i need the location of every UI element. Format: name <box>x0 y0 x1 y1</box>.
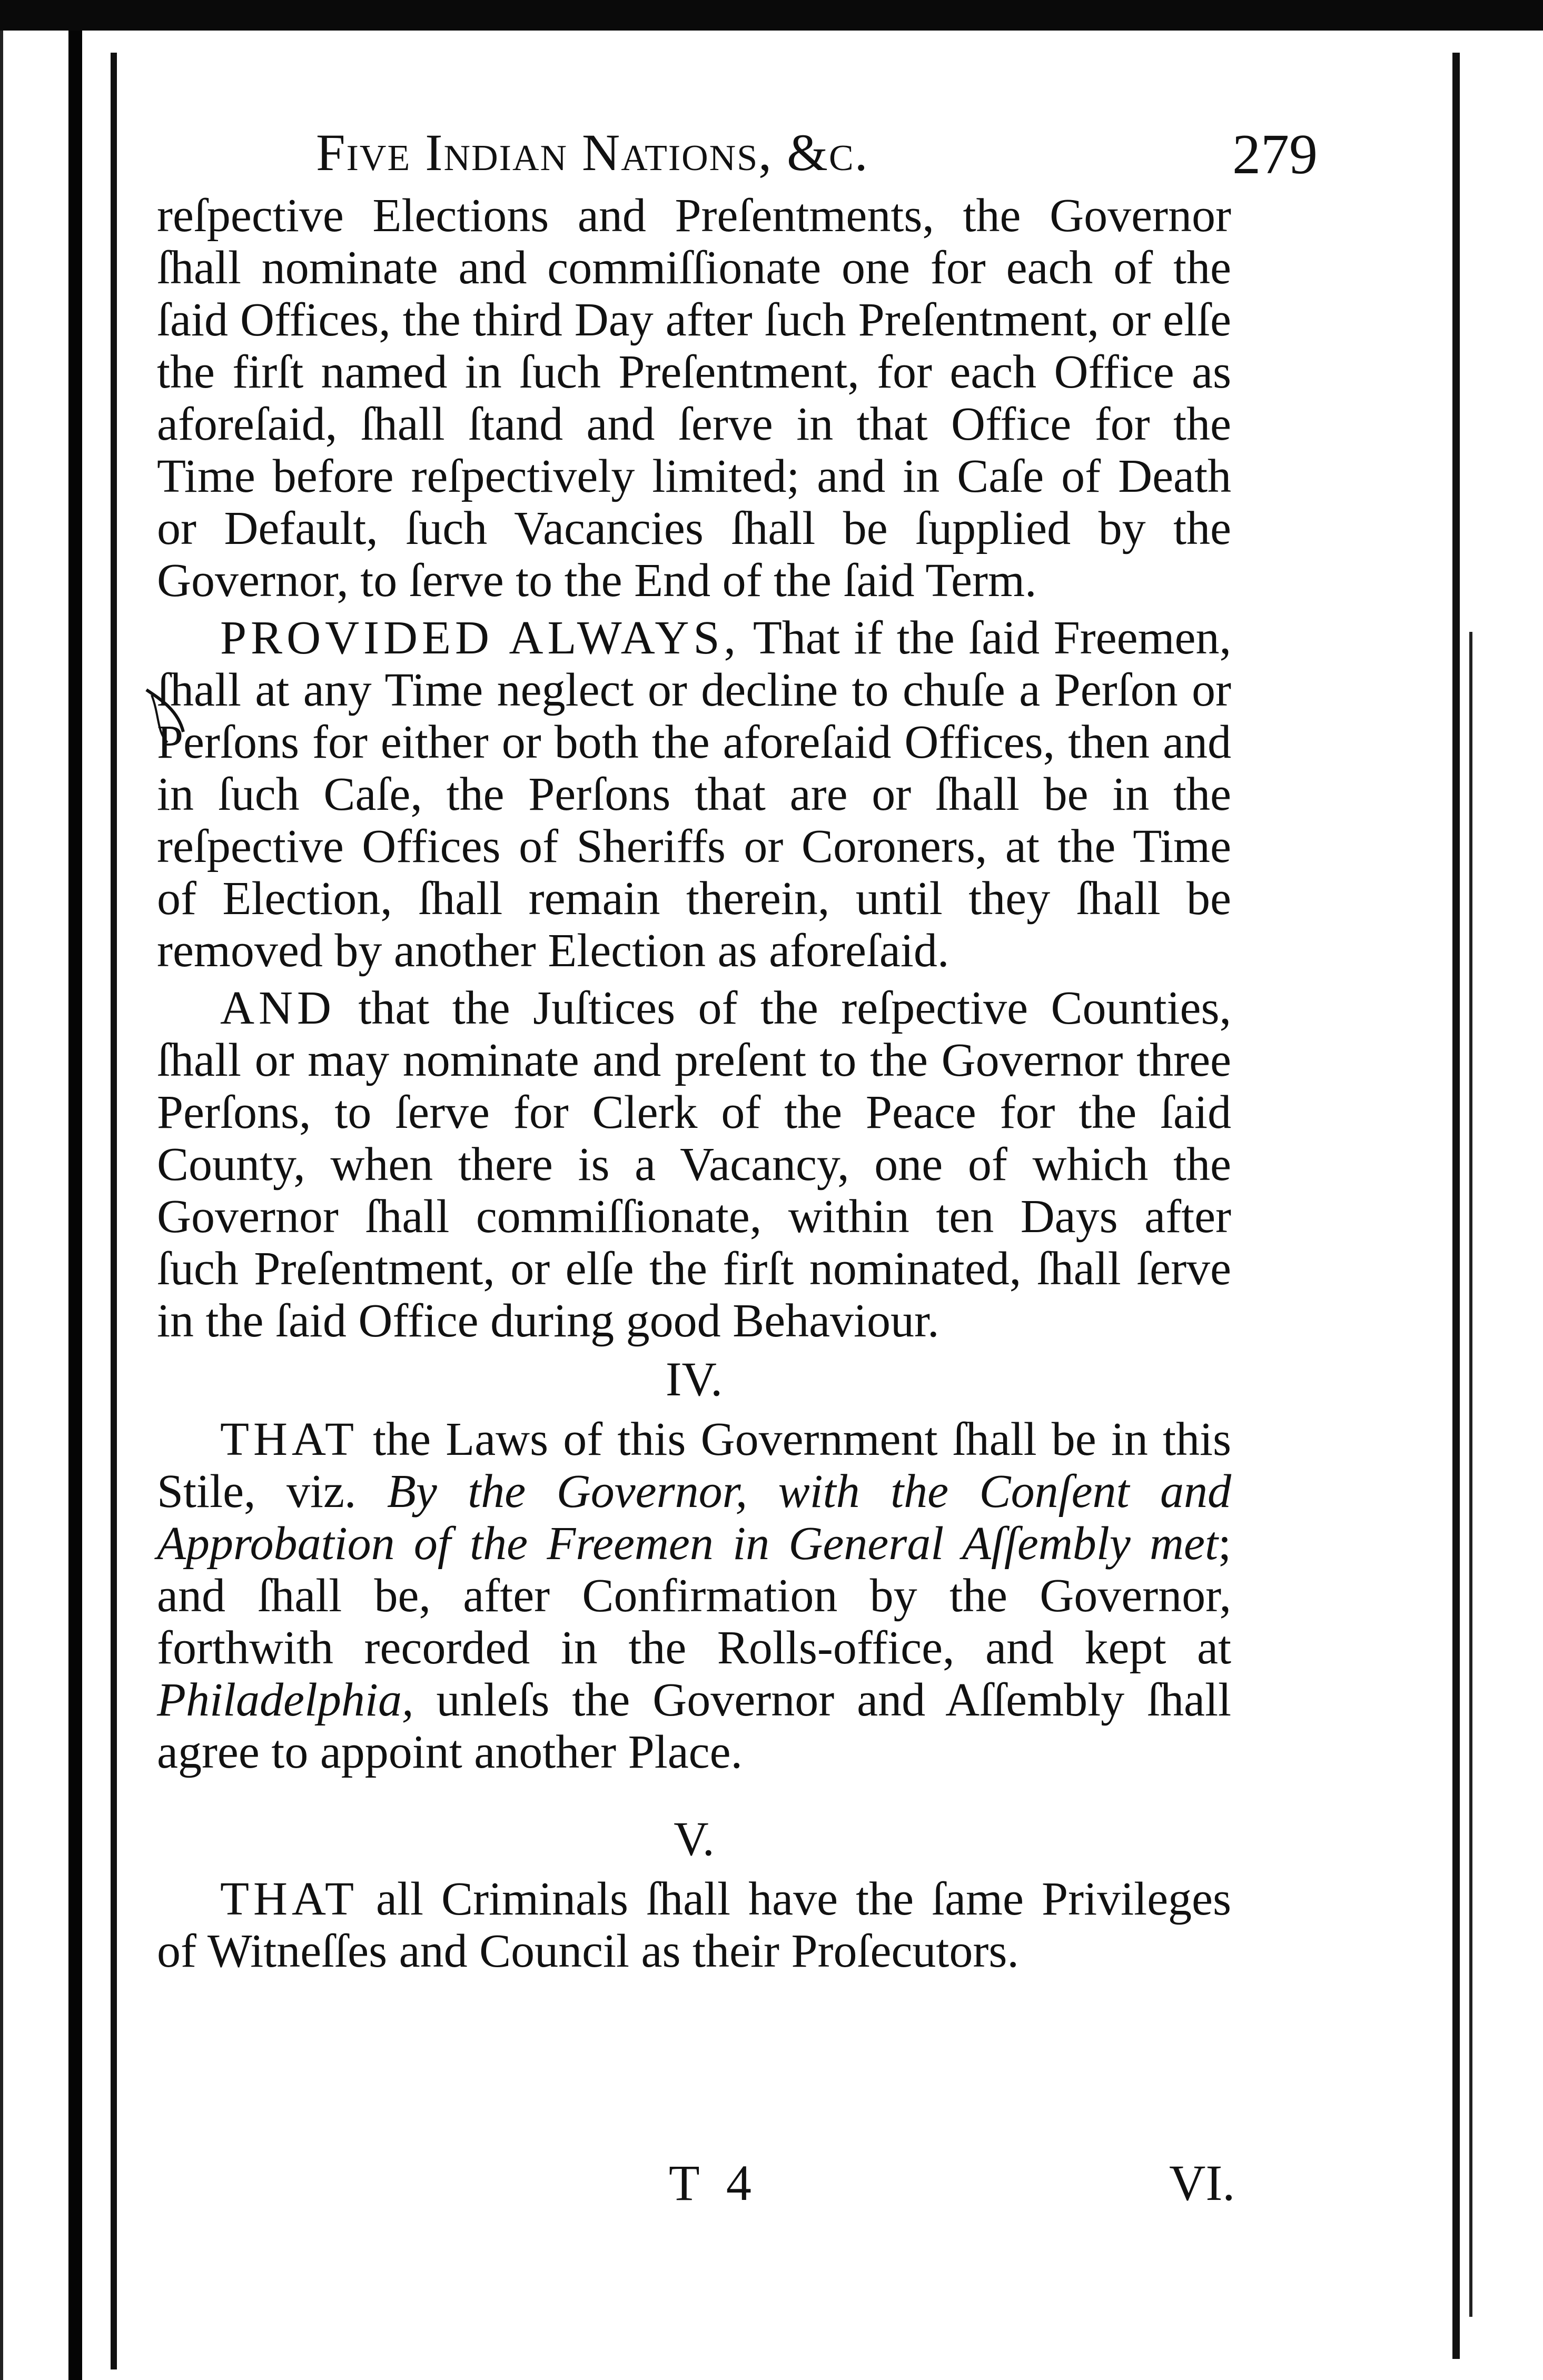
page-body <box>157 190 1231 1977</box>
paragraph-text: unleſs the Governor and Aſſembly ſhall agree to appoint another Place. <box>157 1674 1232 1778</box>
paragraph-and <box>157 982 1231 1347</box>
paragraph-text: that the Juſtices of the reſpective Counties, ſhall or may nominate and preſent to the Governor three Perſons, to ſerve for Clerk of the Peace for the ſaid County, when there is a Vacancy, one of which the Governor ſhall commiſſionate, within ten Days after ſuch Preſentment, or elſe the firſt nominated, ſhall ſerve in the ſaid Office during good Behaviour. <box>157 982 1231 1347</box>
paragraph-lead: AND <box>220 982 335 1034</box>
left-scan-edge <box>0 31 3 2380</box>
running-title: Five Indian Nations, &c. <box>316 123 869 182</box>
section-numeral-iv: IV. <box>665 1352 723 1406</box>
paragraph-section-v <box>157 1873 1231 1977</box>
page-left-edge <box>111 53 117 2369</box>
paragraph-lead: THAT <box>220 1873 358 1925</box>
paragraph-text: reſpective Elections and Preſentments, the Governor ſhall nominate and commiſſionate one for each of the ſaid Offices, the third Day after ſuch Preſentment, or elſe the firſt named in ſuch Preſentment, for each Office as aforeſaid, ſhall ſtand and ſerve in that Office for the Time before reſpectively limited; and in Caſe of Death or Default, ſuch Vacancies ſhall be ſupplied by the Governor, to ſerve to the End of the ſaid Term. <box>157 190 1231 607</box>
paragraph-lead: PROVIDED ALWAYS, <box>220 612 740 664</box>
italic-place-name: Philadelphia, <box>157 1674 414 1726</box>
signature-mark: T 4 <box>669 2155 759 2211</box>
paragraph-text: the Laws of this Government ſhall be in this Stile, viz. <box>157 1413 1232 1518</box>
section-numeral-v: V. <box>674 1812 715 1866</box>
paragraph-provided-always <box>157 612 1231 977</box>
paragraph-continuation <box>157 190 1231 607</box>
paragraph-text: ; and ſhall be, after Confirmation by the Governor, forthwith recorded in the Rolls-office, and kept at <box>157 1518 1231 1674</box>
page-right-edge-inner <box>1469 632 1472 2317</box>
catchword: VI. <box>1169 2155 1235 2211</box>
paragraph-text: all Criminals ſhall have the ſame Privileges of Witneſſes and Council as their Proſecutors. <box>157 1873 1232 1977</box>
page-right-edge <box>1452 53 1460 2359</box>
paragraph-section-iv <box>157 1413 1231 1778</box>
book-spine-shadow <box>68 31 82 2380</box>
paragraph-lead: THAT <box>220 1413 358 1465</box>
top-scan-border <box>0 0 1543 31</box>
page-number: 279 <box>1232 123 1318 186</box>
paragraph-text: That if the ſaid Freemen, ſhall at any Time neglect or decline to chuſe a Perſon or Perſons for either or both the aforeſaid Offices, then and in ſuch Caſe, the Perſons that are or ſhall be in the reſpective Offices of Sheriffs or Coroners, at the Time of Election, ſhall remain therein, until they ſhall be removed by another Election as aforeſaid. <box>157 612 1231 977</box>
italic-enacting-clause: By the Governor, with the Conſent and Approbation of the Freemen in General Aſſembly met <box>157 1465 1232 1570</box>
